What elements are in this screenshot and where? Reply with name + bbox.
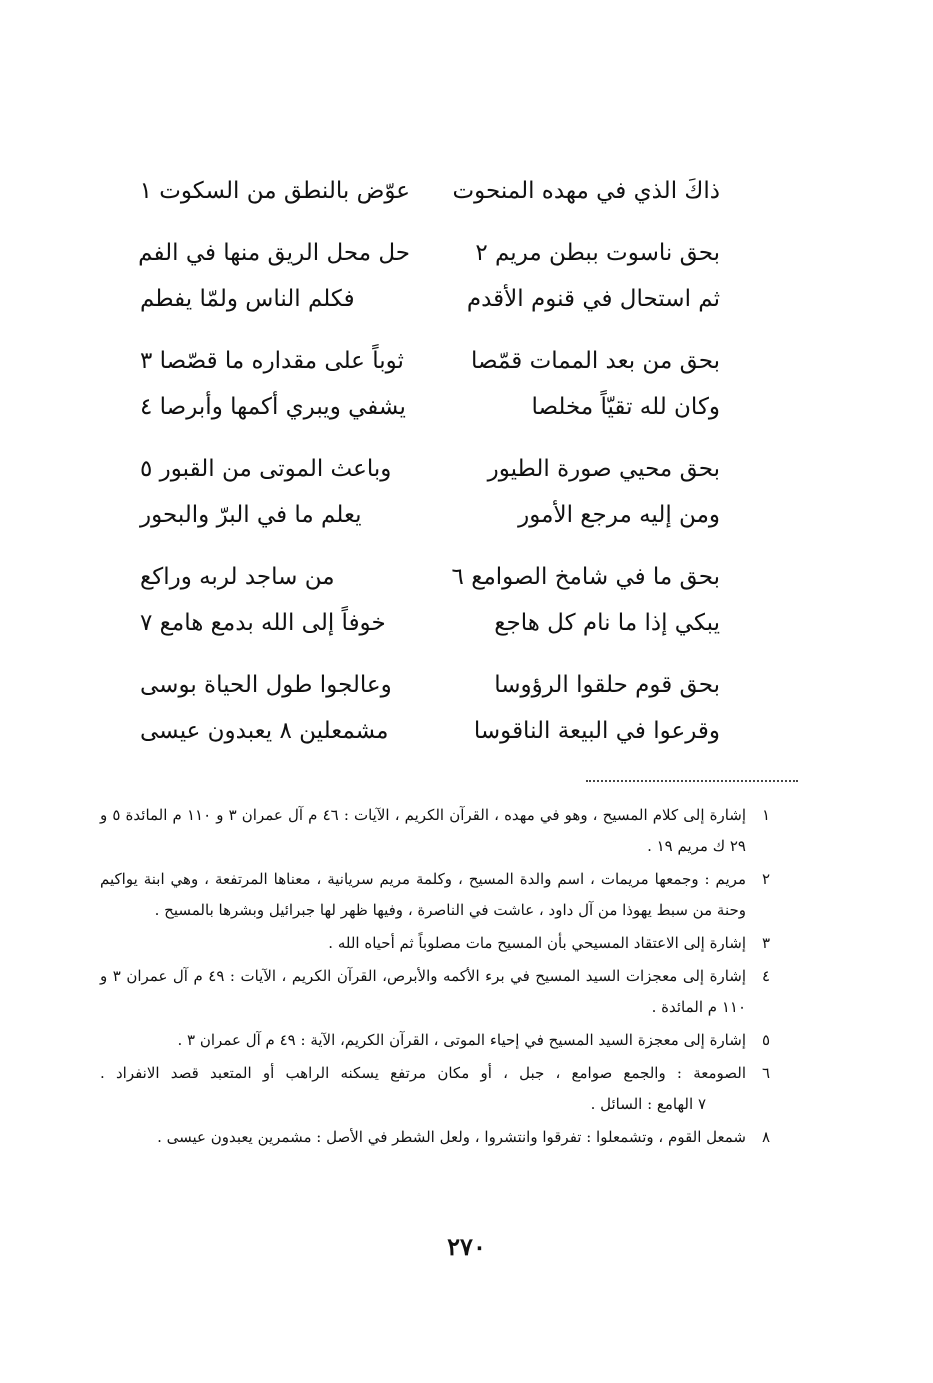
footnote-text: إشارة إلى معجزات السيد المسيح في برء الأكمه والأبرص، القرآن الكريم ، الآيات : ٤٩ م آل عمران ٣ و ١١٠ م المائدة . (100, 967, 746, 1016)
verse-second-hemistich: يشفي ويبري أكمها وأبرصا ٤ (140, 394, 406, 420)
stanza (140, 662, 720, 754)
stanza (140, 338, 720, 430)
verse-second-hemistich: ثوباً على مقداره ما قصّصا ٣ (140, 348, 404, 374)
footnote-number: ١ (761, 806, 770, 824)
page-number: ٢٧٠ (447, 1232, 486, 1261)
verse-first-hemistich: وكان لله تقيّاً مخلصا (531, 394, 720, 420)
verse (140, 168, 720, 214)
poem (140, 168, 720, 770)
verse-second-hemistich: وعالجوا طول الحياة بوسى (140, 672, 392, 698)
footnote-number: ٦ (761, 1064, 770, 1082)
verse-second-hemistich: مشمعلين ٨ يعبدون عيسى (140, 718, 389, 744)
verse-second-hemistich: يعلم ما في البرّ والبحور (140, 502, 362, 528)
stanza (140, 554, 720, 646)
verse-second-hemistich: عوّض بالنطق من السكوت ١ (139, 178, 410, 204)
verse (140, 554, 720, 600)
verse (140, 600, 720, 646)
footnote (100, 864, 770, 926)
verse-second-hemistich: حل محل الريق منها في الفم (138, 240, 410, 266)
verse (140, 492, 720, 538)
verse-first-hemistich: ذاكَ الذي في مهده المنحوت (452, 178, 720, 204)
verse-first-hemistich: بحق ما في شامخ الصوامع ٦ (451, 564, 720, 590)
stanza (140, 168, 720, 214)
footnote-text: إشارة إلى الاعتقاد المسيحي بأن المسيح مات مصلوباً ثم أحياه الله . (328, 934, 746, 952)
verse-first-hemistich: بحق قوم حلقوا الرؤوسا (494, 672, 720, 698)
footnote (100, 1122, 770, 1153)
verse-first-hemistich: بحق من بعد الممات قمّصا (471, 348, 720, 374)
verse-second-hemistich: وباعث الموتى من القبور ٥ (140, 456, 392, 482)
footnote (100, 800, 770, 862)
footnotes (100, 800, 770, 1155)
verse-first-hemistich: ثم استحال في قنوم الأقدم (466, 286, 720, 312)
verse-first-hemistich: ومن إليه مرجع الأمور (518, 502, 720, 528)
verse (140, 446, 720, 492)
verse (140, 230, 720, 276)
verse-first-hemistich: يبكي إذا ما نام كل هاجع (494, 610, 720, 636)
verse-second-hemistich: خوفاً إلى الله بدمع هامع ٧ (140, 610, 386, 636)
footnote-number: ٧ (697, 1095, 706, 1113)
verse (140, 662, 720, 708)
verse (140, 276, 720, 322)
footnote-text: مريم : وجمعها مريمات ، اسم والدة المسيح ، وكلمة مريم سريانية ، معناها المرتفعة ، وهي ابنة يواكيم وحنة من سبط يهوذا من آل داود ، عاشت في الناصرة ، وفيها ظهر لها جبرائيل وبشرها بالمسيح . (100, 870, 746, 919)
verse-first-hemistich: بحق محيي صورة الطيور (487, 456, 720, 482)
footnote-text: شمعل القوم ، وتشمعلوا : تفرقوا وانتشروا ، ولعل الشطر في الأصل : مشمرين يعبدون عيسى . (157, 1128, 746, 1146)
footnote (100, 928, 770, 959)
verse-second-hemistich: فكلم الناس ولمّا يفطم (140, 286, 355, 312)
footnote (100, 961, 770, 1023)
footnote-number: ٨ (761, 1128, 770, 1146)
footnote-divider (586, 780, 798, 782)
footnote-number: ٢ (761, 870, 770, 888)
footnote-text: الهامع : السائل . (590, 1095, 694, 1113)
verse (140, 708, 720, 754)
verse (140, 384, 720, 430)
footnote (100, 1058, 770, 1120)
verse-first-hemistich: بحق ناسوت ببطن مريم ٢ (475, 240, 720, 266)
verse (140, 338, 720, 384)
footnote-number: ٥ (761, 1031, 770, 1049)
footnote (100, 1025, 770, 1056)
footnote-text: إشارة إلى كلام المسيح ، وهو في مهده ، القرآن الكريم ، الآيات : ٤٦ م آل عمران ٣ و ١١٠ م المائدة ٥ و ٢٩ ك مريم ١٩ . (100, 806, 747, 855)
footnote-text: الصومعة : والجمع صوامع ، جبل ، أو مكان مرتفع يسكنه الراهب أو المتعبد قصد الانفراد . (100, 1064, 746, 1082)
footnote-number: ٤ (761, 967, 770, 985)
verse-second-hemistich: من ساجد لربه وراكع (140, 564, 335, 590)
footnote-text: إشارة إلى معجزة السيد المسيح في إحياء الموتى ، القرآن الكريم، الآية : ٤٩ م آل عمران ٣ . (177, 1031, 746, 1049)
stanza (140, 446, 720, 538)
verse-first-hemistich: وقرعوا في البيعة الناقوسا (473, 718, 720, 744)
footnote-number: ٣ (761, 934, 770, 952)
inline-footnote (591, 1089, 706, 1120)
footnote-text-block (100, 1058, 746, 1120)
stanza (140, 230, 720, 322)
